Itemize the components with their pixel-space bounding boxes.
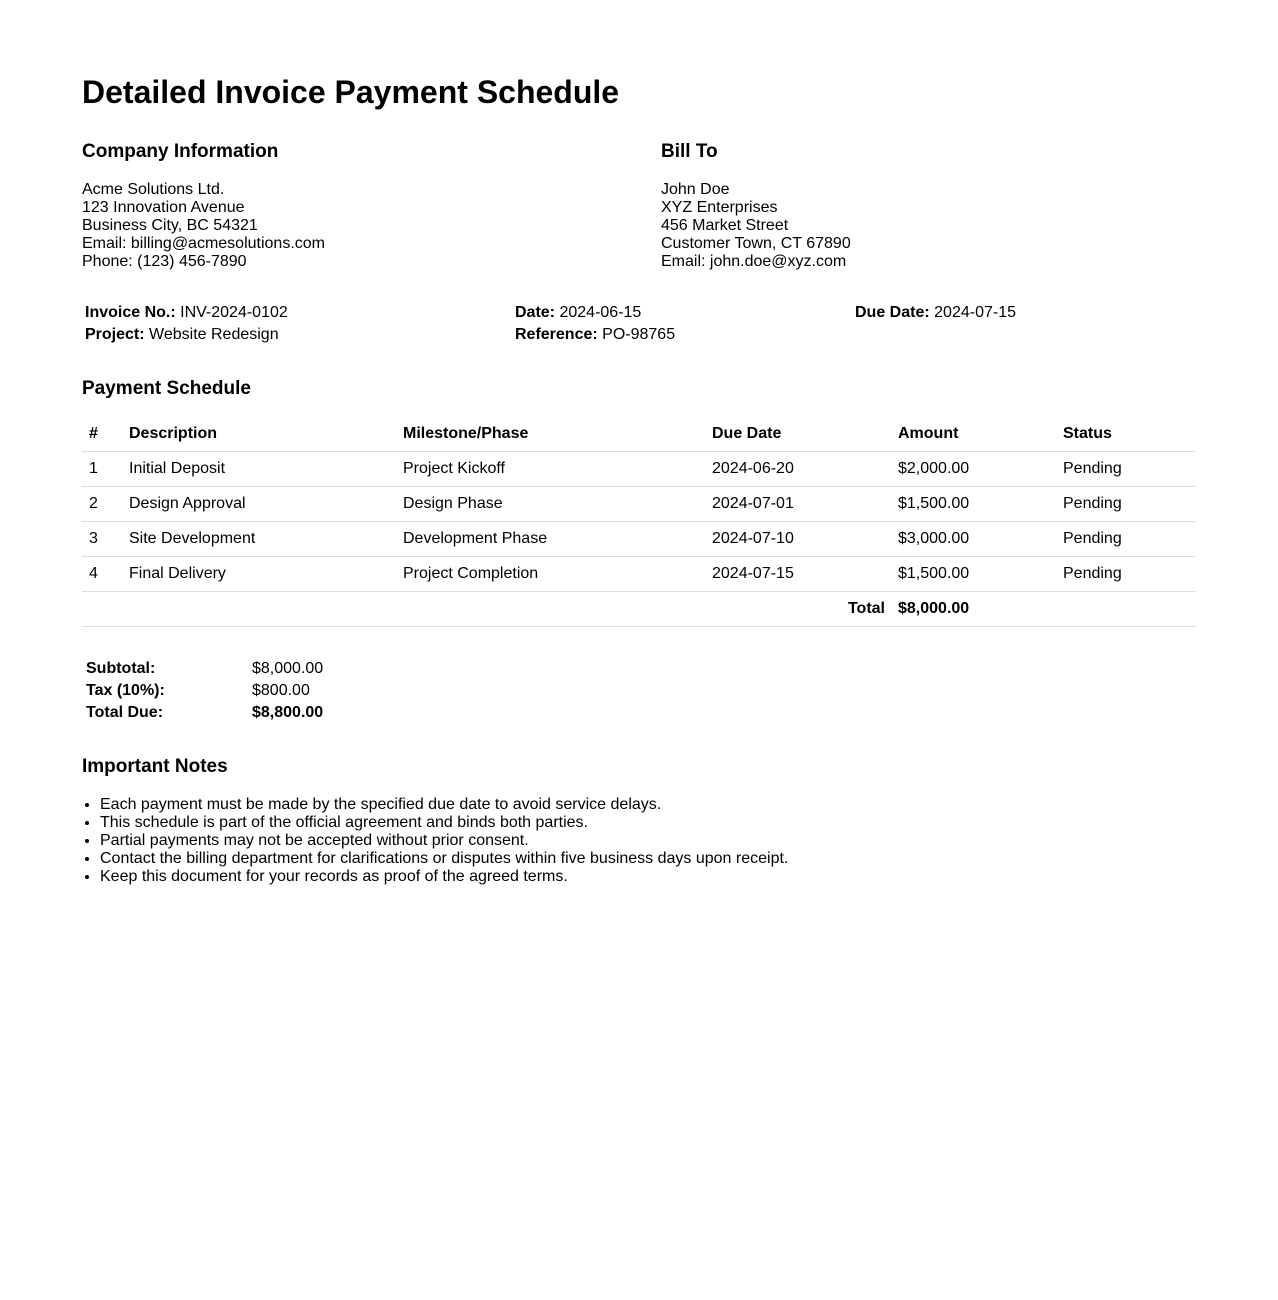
invoice-summary xyxy=(86,658,323,724)
total-label: Total xyxy=(82,592,891,627)
col-status-header: Status xyxy=(1056,417,1196,452)
row-number: 2 xyxy=(82,487,122,522)
invoice-project: Project: Website Redesign xyxy=(85,326,279,343)
client-company: XYZ Enterprises xyxy=(661,199,778,216)
row-milestone: Design Phase xyxy=(396,487,705,522)
total-due-value: $8,800.00 xyxy=(252,704,324,721)
bill-to-heading: Bill To xyxy=(661,141,718,162)
list-item: • Each payment must be made by the specified due date to avoid service delays. xyxy=(100,796,788,814)
bill-to-address xyxy=(661,181,851,271)
row-milestone: Project Completion xyxy=(396,557,705,592)
row-due-date: 2024-06-20 xyxy=(705,452,891,487)
row-status: Pending xyxy=(1056,522,1196,557)
subtotal-value: $8,000.00 xyxy=(252,660,324,677)
tax-value: $800.00 xyxy=(252,682,310,699)
tax-label: Tax (10%): xyxy=(86,682,165,699)
row-amount: $2,000.00 xyxy=(891,452,1056,487)
row-status: Pending xyxy=(1056,557,1196,592)
client-email: Email: john.doe@xyz.com xyxy=(661,253,847,270)
list-item: • This schedule is part of the official agreement and binds both parties. xyxy=(100,814,788,832)
company-city: Business City, BC 54321 xyxy=(82,217,258,234)
list-item: • Contact the billing department for clarifications or disputes within five business days upon receipt. xyxy=(100,850,788,868)
company-name: Acme Solutions Ltd. xyxy=(82,181,225,198)
row-status: Pending xyxy=(1056,487,1196,522)
invoice-due-date: Due Date: 2024-07-15 xyxy=(855,304,1016,321)
tax-row xyxy=(86,680,323,702)
invoice-number: Invoice No.: INV-2024-0102 xyxy=(85,304,288,321)
row-description: Design Approval xyxy=(122,487,396,522)
table-row xyxy=(82,557,1196,592)
invoice-reference: Reference: PO-98765 xyxy=(515,326,676,343)
row-due-date: 2024-07-15 xyxy=(705,557,891,592)
company-email: Email: billing@acmesolutions.com xyxy=(82,235,325,252)
row-amount: $1,500.00 xyxy=(891,557,1056,592)
col-amount-header: Amount xyxy=(891,417,1056,452)
payment-schedule-table xyxy=(82,417,1196,627)
row-amount: $1,500.00 xyxy=(891,487,1056,522)
list-item: • Keep this document for your records as proof of the agreed terms. xyxy=(100,868,788,886)
notes-list xyxy=(82,796,788,886)
col-due-date-header: Due Date xyxy=(705,417,891,452)
row-description: Initial Deposit xyxy=(122,452,396,487)
col-description-header: Description xyxy=(122,417,396,452)
company-info-heading: Company Information xyxy=(82,141,279,162)
row-number: 3 xyxy=(82,522,122,557)
row-number: 4 xyxy=(82,557,122,592)
total-value: $8,000.00 xyxy=(891,592,1056,627)
col-milestone-header: Milestone/Phase xyxy=(396,417,705,452)
list-item: • Partial payments may not be accepted without prior consent. xyxy=(100,832,788,850)
row-milestone: Project Kickoff xyxy=(396,452,705,487)
table-total-row xyxy=(82,592,1196,627)
client-city: Customer Town, CT 67890 xyxy=(661,235,851,252)
bill-to-section xyxy=(661,140,851,271)
row-description: Site Development xyxy=(122,522,396,557)
row-due-date: 2024-07-01 xyxy=(705,487,891,522)
important-notes-heading: Important Notes xyxy=(82,756,228,777)
table-row xyxy=(82,522,1196,557)
company-street: 123 Innovation Avenue xyxy=(82,199,245,216)
subtotal-row xyxy=(86,658,323,680)
company-address xyxy=(82,181,325,271)
row-amount: $3,000.00 xyxy=(891,522,1056,557)
total-due-row xyxy=(86,702,323,724)
invoice-date: Date: 2024-06-15 xyxy=(515,304,642,321)
page-title: Detailed Invoice Payment Schedule xyxy=(82,74,620,110)
client-street: 456 Market Street xyxy=(661,217,789,234)
total-empty-cell xyxy=(1056,592,1196,627)
total-due-label: Total Due: xyxy=(86,704,164,721)
row-number: 1 xyxy=(82,452,122,487)
row-due-date: 2024-07-10 xyxy=(705,522,891,557)
row-status: Pending xyxy=(1056,452,1196,487)
row-milestone: Development Phase xyxy=(396,522,705,557)
subtotal-label: Subtotal: xyxy=(86,660,156,677)
table-row xyxy=(82,487,1196,522)
col-number-header: # xyxy=(82,417,122,452)
company-phone: Phone: (123) 456-7890 xyxy=(82,253,247,270)
client-name: John Doe xyxy=(661,181,730,198)
table-header-row xyxy=(82,417,1196,452)
payment-schedule-heading: Payment Schedule xyxy=(82,378,251,399)
company-info-section xyxy=(82,140,325,271)
table-row xyxy=(82,452,1196,487)
row-description: Final Delivery xyxy=(122,557,396,592)
